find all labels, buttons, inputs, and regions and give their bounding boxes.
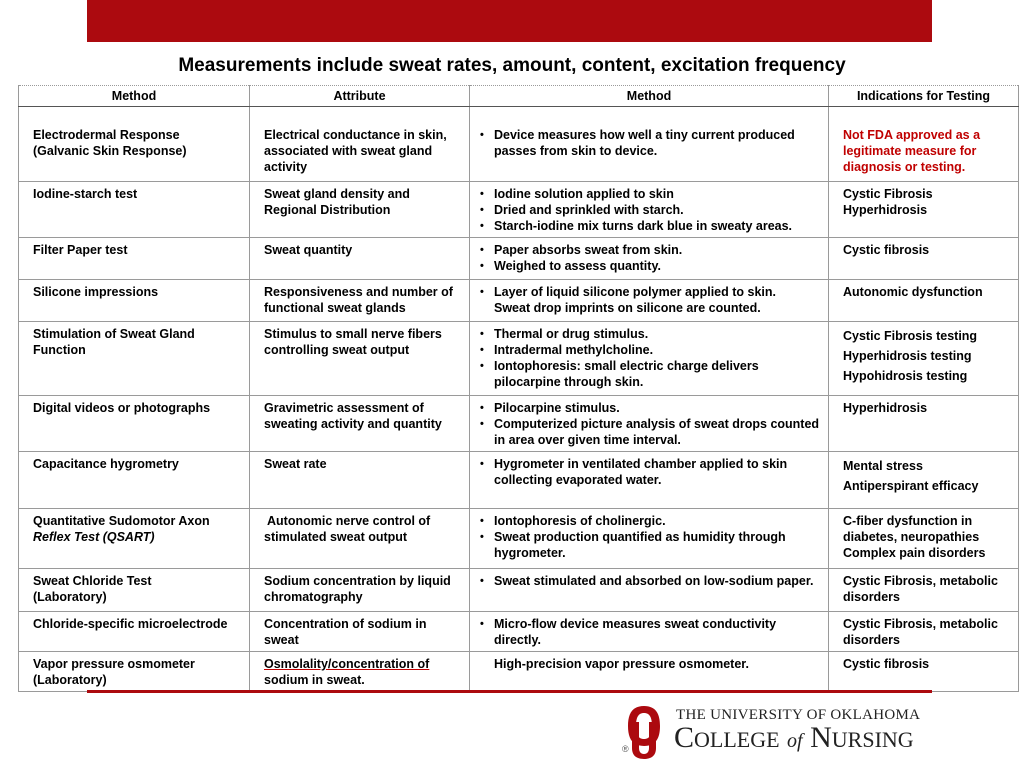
header-attribute: Attribute bbox=[250, 86, 470, 107]
cell-procedure: • Paper absorbs sweat from skin. • Weighed to assess quantity. bbox=[470, 238, 829, 280]
cell-attribute: Osmolality/concentration of sodium in sweat. bbox=[250, 652, 470, 692]
cell-attribute: Concentration of sodium in sweat bbox=[250, 612, 470, 652]
table-row bbox=[19, 322, 1019, 396]
cell-attribute: Electrical conductance in skin, associated with sweat gland activity bbox=[250, 107, 470, 182]
cell-procedure: • Sweat stimulated and absorbed on low-sodium paper. bbox=[470, 569, 829, 612]
cell-method: Stimulation of Sweat Gland Function bbox=[19, 322, 250, 396]
cell-procedure: • Micro-flow device measures sweat conductivity directly. bbox=[470, 612, 829, 652]
cell-attribute: Stimulus to small nerve fibers controlling sweat output bbox=[250, 322, 470, 396]
cell-indications: C-fiber dysfunction in diabetes, neuropathies Complex pain disorders bbox=[829, 509, 1019, 569]
cell-method: Quantitative Sudomotor Axon Reflex Test (QSART) bbox=[19, 509, 250, 569]
cell-method: Vapor pressure osmometer (Laboratory) bbox=[19, 652, 250, 692]
cell-attribute: Sodium concentration by liquid chromatography bbox=[250, 569, 470, 612]
cell-attribute: Sweat gland density and Regional Distribution bbox=[250, 182, 470, 238]
registered-mark: ® bbox=[622, 744, 629, 754]
cell-procedure: • Device measures how well a tiny current produced passes from skin to device. bbox=[470, 107, 829, 182]
cell-attribute: Gravimetric assessment of sweating activity and quantity bbox=[250, 396, 470, 452]
slide-title: Measurements include sweat rates, amount, content, excitation frequency bbox=[178, 55, 846, 76]
table-row bbox=[19, 396, 1019, 452]
table-row bbox=[19, 238, 1019, 280]
cell-indications: Cystic fibrosis bbox=[829, 238, 1019, 280]
table-row bbox=[19, 612, 1019, 652]
table-row bbox=[19, 107, 1019, 182]
methods-table bbox=[18, 85, 1019, 692]
college-name: COLLEGE of NURSING bbox=[674, 721, 914, 754]
ou-interlocking-logo-icon bbox=[624, 704, 664, 760]
cell-indications: Autonomic dysfunction bbox=[829, 280, 1019, 322]
university-name: THE UNIVERSITY OF OKLAHOMA bbox=[676, 707, 921, 723]
cell-method: Sweat Chloride Test (Laboratory) bbox=[19, 569, 250, 612]
cell-procedure: High-precision vapor pressure osmometer. bbox=[470, 652, 829, 692]
cell-procedure: • Pilocarpine stimulus. • Computerized picture analysis of sweat drops counted in area over given time interval. bbox=[470, 396, 829, 452]
table-header-row bbox=[19, 86, 1019, 107]
table-row bbox=[19, 652, 1019, 692]
bottom-accent-bar bbox=[87, 690, 932, 693]
cell-attribute: Sweat quantity bbox=[250, 238, 470, 280]
header-method: Method bbox=[19, 86, 250, 107]
table-row bbox=[19, 182, 1019, 238]
cell-procedure: • Iontophoresis of cholinergic. • Sweat production quantified as humidity through hygrometer. bbox=[470, 509, 829, 569]
table-row bbox=[19, 280, 1019, 322]
cell-indications: Cystic Fibrosis Hyperhidrosis bbox=[829, 182, 1019, 238]
cell-indications: Hyperhidrosis bbox=[829, 396, 1019, 452]
cell-attribute: Autonomic nerve control of stimulated sweat output bbox=[250, 509, 470, 569]
cell-method: Chloride-specific microelectrode bbox=[19, 612, 250, 652]
cell-attribute: Sweat rate bbox=[250, 452, 470, 509]
cell-indications: Cystic Fibrosis, metabolic disorders bbox=[829, 569, 1019, 612]
table-row bbox=[19, 509, 1019, 569]
cell-indications: Cystic Fibrosis, metabolic disorders bbox=[829, 612, 1019, 652]
cell-procedure: • Thermal or drug stimulus. • Intradermal methylcholine. • Iontophoresis: small electric charge delivers pilocarpine through skin. bbox=[470, 322, 829, 396]
cell-method: Digital videos or photographs bbox=[19, 396, 250, 452]
cell-method: Filter Paper test bbox=[19, 238, 250, 280]
cell-attribute: Responsiveness and number of functional sweat glands bbox=[250, 280, 470, 322]
table-row bbox=[19, 569, 1019, 612]
cell-method: Silicone impressions bbox=[19, 280, 250, 322]
cell-procedure: • Layer of liquid silicone polymer applied to skin. Sweat drop imprints on silicone are counted. bbox=[470, 280, 829, 322]
cell-indications: Cystic fibrosis bbox=[829, 652, 1019, 692]
cell-indications: Not FDA approved as a legitimate measure for diagnosis or testing. bbox=[829, 107, 1019, 182]
cell-indications: Cystic Fibrosis testing Hyperhidrosis testing Hypohidrosis testing bbox=[829, 322, 1019, 396]
header-indications: Indications for Testing bbox=[829, 86, 1019, 107]
cell-method: Electrodermal Response (Galvanic Skin Response) bbox=[19, 107, 250, 182]
table-row bbox=[19, 452, 1019, 509]
cell-indications: Mental stress Antiperspirant efficacy bbox=[829, 452, 1019, 509]
cell-method: Capacitance hygrometry bbox=[19, 452, 250, 509]
cell-method: Iodine-starch test bbox=[19, 182, 250, 238]
top-accent-bar bbox=[87, 0, 932, 42]
cell-procedure: • Iodine solution applied to skin • Dried and sprinkled with starch. • Starch-iodine mix turns dark blue in sweaty areas. bbox=[470, 182, 829, 238]
cell-procedure: • Hygrometer in ventilated chamber applied to skin collecting evaporated water. bbox=[470, 452, 829, 509]
header-procedure: Method bbox=[470, 86, 829, 107]
